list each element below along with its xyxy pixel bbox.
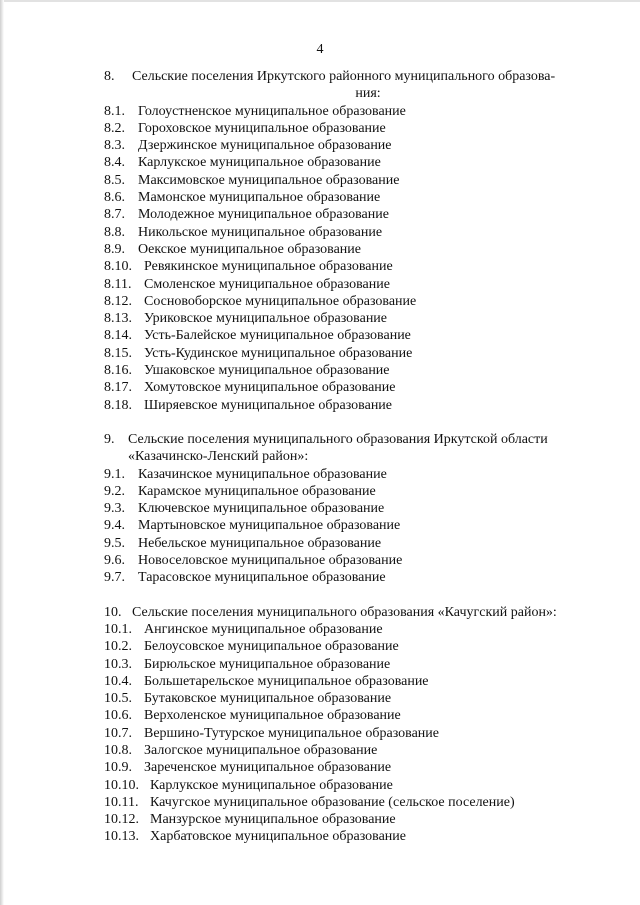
item-number: 8.14. (104, 328, 132, 344)
item-number: 9.1. (104, 466, 125, 482)
list-item (104, 500, 604, 517)
section-9 (104, 431, 604, 587)
item-text: Карамское муниципальное образование (138, 483, 376, 499)
item-text: Уриковское муниципальное образование (144, 311, 388, 327)
list-item (104, 690, 604, 707)
item-text: Ключевское муниципальное образование (138, 501, 385, 517)
list-item (104, 638, 604, 655)
section-heading-text (132, 604, 604, 621)
section-10 (104, 604, 604, 846)
item-number: 8.10. (104, 259, 132, 275)
list-item (104, 759, 604, 776)
heading-line-1: Сельские поселения муниципального образования Иркутской области (128, 431, 548, 447)
list-item (104, 120, 604, 137)
list-item (104, 172, 604, 189)
section-heading (104, 68, 604, 103)
item-number: 10.6. (104, 708, 132, 724)
item-number: 8.18. (104, 397, 132, 413)
item-text: Залогское муниципальное образование (144, 742, 378, 758)
item-text: Ширяевское муниципальное образование (144, 397, 393, 413)
item-number: 8.8. (104, 224, 125, 240)
item-text: Верхоленское муниципальное образование (144, 708, 401, 724)
item-number: 10.1. (104, 621, 132, 637)
list-item (104, 656, 604, 673)
item-text: Белоусовское муниципальное образование (144, 639, 399, 655)
section-heading (104, 604, 604, 621)
list-item (104, 794, 604, 811)
item-number: 10.10. (104, 777, 139, 793)
list-item (104, 483, 604, 500)
item-text: Карлукское муниципальное образование (150, 777, 393, 793)
list-item (104, 725, 604, 742)
item-number: 8.2. (104, 120, 125, 136)
list-item (104, 552, 604, 569)
item-number: 10.8. (104, 742, 132, 758)
item-text: Новоселовское муниципальное образование (138, 553, 403, 569)
list-item (104, 293, 604, 310)
list-item (104, 327, 604, 344)
scan-left-edge (0, 0, 4, 905)
heading-line-1: Сельские поселения муниципального образования «Качугский район»: (132, 604, 557, 620)
list-item (104, 206, 604, 223)
item-number: 10.12. (104, 812, 139, 828)
list-item (104, 310, 604, 327)
list-item (104, 466, 604, 483)
item-number: 10.5. (104, 691, 132, 707)
item-text: Казачинское муниципальное образование (138, 466, 387, 482)
item-number: 8.13. (104, 311, 132, 327)
heading-line-1: Сельские поселения Иркутского районного муниципального образова- (132, 69, 556, 84)
section-8 (104, 68, 604, 414)
list-item (104, 189, 604, 206)
item-number: 8.9. (104, 241, 125, 257)
section-number: 10. (104, 604, 122, 620)
item-number: 8.11. (104, 276, 132, 292)
item-number: 9.4. (104, 518, 125, 534)
item-number: 8.4. (104, 155, 125, 171)
item-number: 8.7. (104, 207, 125, 223)
item-number: 8.16. (104, 363, 132, 379)
item-number: 10.4. (104, 673, 132, 689)
item-number: 8.3. (104, 138, 125, 154)
item-number: 8.17. (104, 380, 132, 396)
item-text: Максимовское муниципальное образование (138, 172, 400, 188)
item-text: Никольское муниципальное образование (138, 224, 383, 240)
item-text: Мартыновское муниципальное образование (138, 518, 401, 534)
item-number: 8.5. (104, 172, 125, 188)
list-item (104, 535, 604, 552)
list-item (104, 742, 604, 759)
item-number: 10.7. (104, 725, 132, 741)
section-heading-text (132, 68, 604, 103)
item-text: Небельское муниципальное образование (138, 535, 382, 551)
item-text: Большетарельское муниципальное образование (144, 673, 429, 689)
item-text: Ушаковское муниципальное образование (144, 363, 390, 379)
item-number: 10.3. (104, 656, 132, 672)
item-text: Хомутовское муниципальное образование (144, 380, 396, 396)
item-text: Ревякинское муниципальное образование (144, 259, 393, 275)
list-item (104, 224, 604, 241)
item-number: 9.6. (104, 553, 125, 569)
item-text: Качугское муниципальное образование (сельское поселение) (150, 794, 515, 810)
list-item (104, 379, 604, 396)
item-text: Оекское муниципальное образование (138, 241, 361, 257)
item-number: 10.11. (104, 794, 139, 810)
item-number: 9.7. (104, 570, 125, 586)
section-number: 8. (104, 69, 115, 84)
item-number: 9.3. (104, 501, 125, 517)
list-item (104, 154, 604, 171)
item-number: 8.1. (104, 103, 125, 119)
item-text: Гороховское муниципальное образование (138, 120, 386, 136)
item-text: Смоленское муниципальное образование (144, 276, 390, 292)
item-number: 8.12. (104, 293, 132, 309)
item-text: Усть-Балейское муниципальное образование (144, 328, 411, 344)
list-item (104, 103, 604, 120)
item-number: 9.2. (104, 483, 125, 499)
item-text: Карлукское муниципальное образование (138, 155, 381, 171)
scan-top-edge (0, 0, 640, 2)
section-number: 9. (104, 431, 115, 447)
item-number: 10.9. (104, 760, 132, 776)
item-number: 10.13. (104, 829, 139, 845)
heading-line-2: «Казачинско-Ленский район»: (128, 449, 309, 465)
item-text: Сосновоборское муниципальное образование (144, 293, 417, 309)
item-text: Харбатовское муниципальное образование (150, 829, 406, 845)
item-text: Ангинское муниципальное образование (144, 621, 383, 637)
item-text: Мамонское муниципальное образование (138, 190, 381, 206)
section-heading (104, 431, 604, 466)
list-item (104, 137, 604, 154)
item-number: 8.6. (104, 190, 125, 206)
item-text: Манзурское муниципальное образование (150, 812, 396, 828)
list-item (104, 276, 604, 293)
list-item (104, 673, 604, 690)
list-item (104, 517, 604, 534)
item-text: Зареченское муниципальное образование (144, 760, 392, 776)
list-item (104, 621, 604, 638)
item-text: Бутаковское муниципальное образование (144, 691, 392, 707)
document-body (104, 68, 604, 846)
item-text: Тарасовское муниципальное образование (138, 570, 386, 586)
item-number: 8.15. (104, 345, 132, 361)
list-item (104, 707, 604, 724)
item-text: Дзержинское муниципальное образование (138, 138, 392, 154)
list-item (104, 569, 604, 586)
item-text: Бирюльское муниципальное образование (144, 656, 391, 672)
list-item (104, 241, 604, 258)
item-text: Молодежное муниципальное образование (138, 207, 389, 223)
list-item (104, 777, 604, 794)
list-item (104, 362, 604, 379)
list-item (104, 258, 604, 275)
page-number: 4 (316, 42, 324, 57)
heading-line-2: ния: (355, 86, 381, 102)
section-heading-text (128, 431, 604, 466)
list-item (104, 345, 604, 362)
list-item (104, 811, 604, 828)
item-number: 10.2. (104, 639, 132, 655)
item-text: Вершино-Тутурское муниципальное образование (144, 725, 439, 741)
list-item (104, 397, 604, 414)
item-number: 9.5. (104, 535, 125, 551)
list-item (104, 828, 604, 845)
item-text: Голоустненское муниципальное образование (138, 103, 406, 119)
item-text: Усть-Кудинское муниципальное образование (144, 345, 413, 361)
